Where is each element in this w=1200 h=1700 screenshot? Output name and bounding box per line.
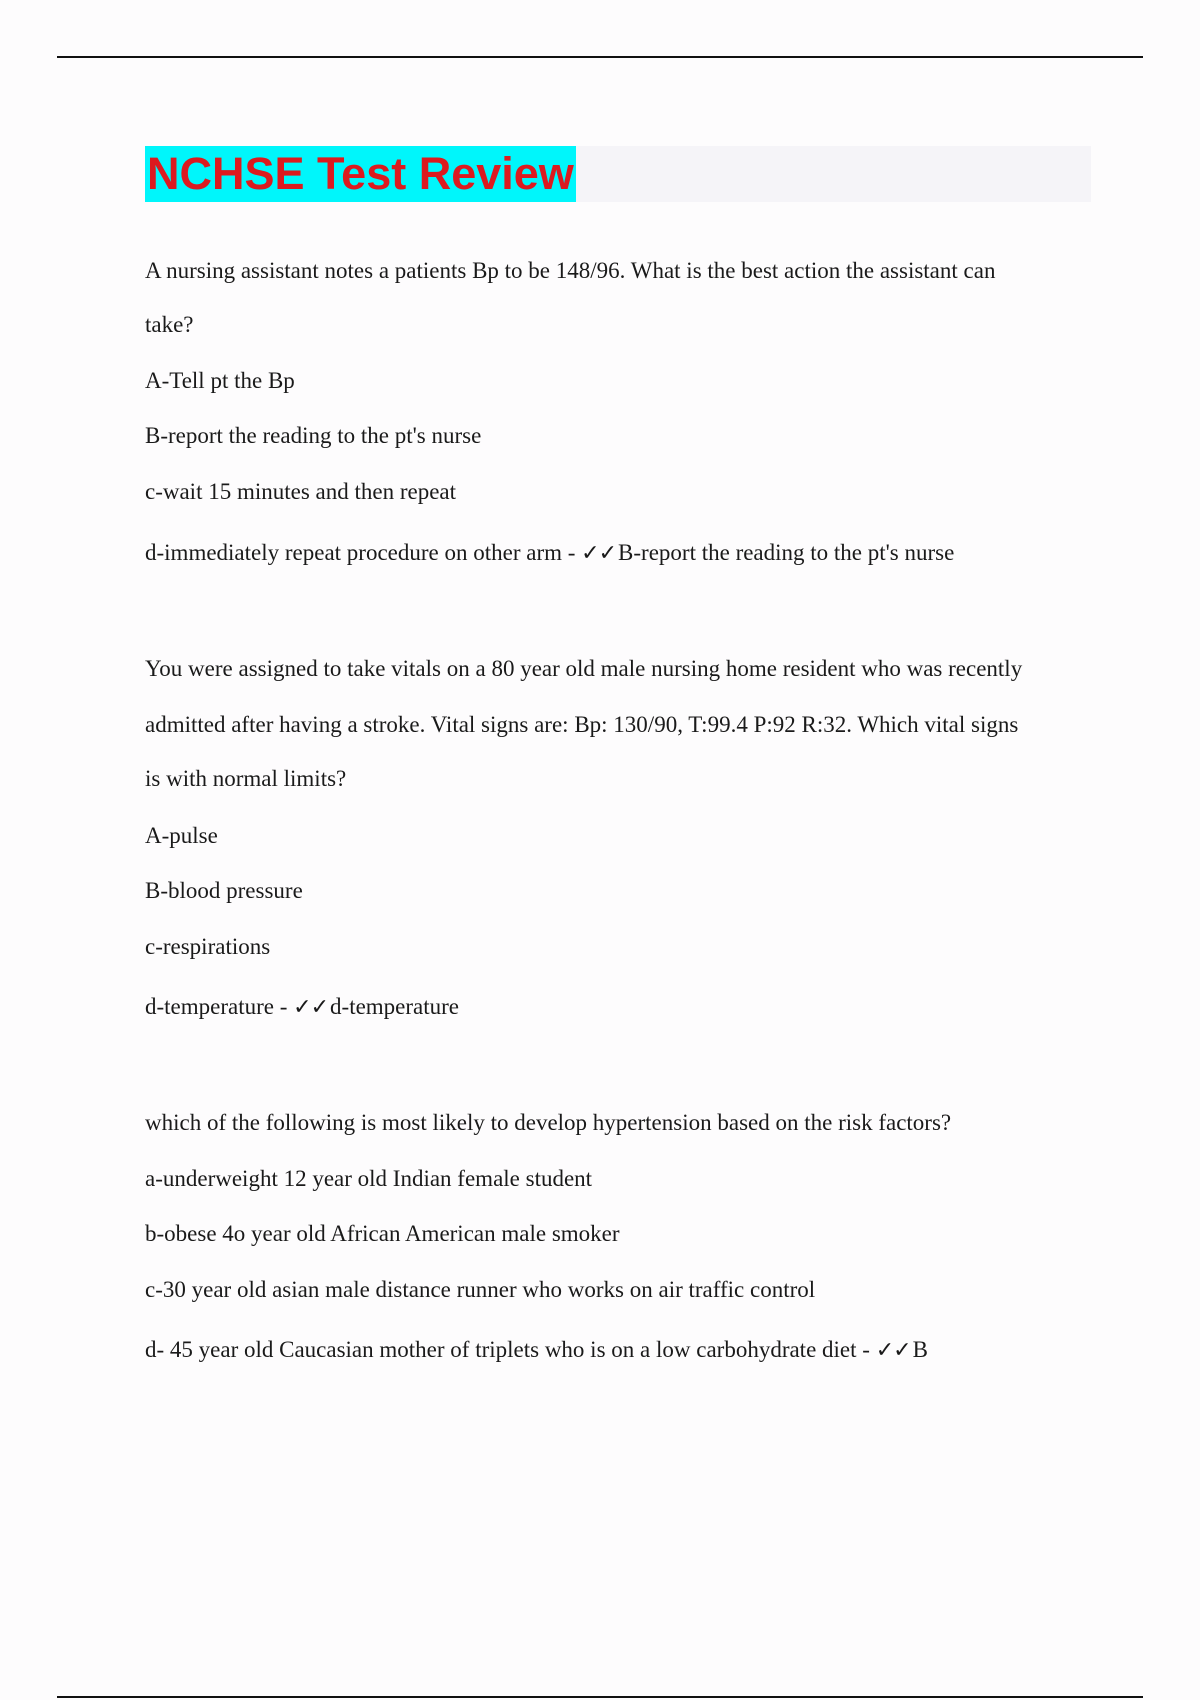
question-1-stem-line-1: A nursing assistant notes a patients Bp to be 148/96. What is the best action the assistant can	[145, 258, 996, 283]
question-2-option-d-line	[145, 993, 459, 1022]
question-1-answer: B-report the reading to the pt's nurse	[618, 540, 955, 565]
question-3-option-d: d- 45 year old Caucasian mother of triplets who is on a low carbohydrate diet -	[145, 1337, 876, 1362]
question-3-option-a: a-underweight 12 year old Indian female student	[145, 1166, 593, 1191]
question-1-stem-line-2: take?	[145, 312, 194, 337]
question-3-option-b: b-obese 4o year old African American male smoker	[145, 1221, 620, 1246]
question-2-stem-line-1: You were assigned to take vitals on a 80 year old male nursing home resident who was recently	[145, 656, 1023, 681]
question-1-option-d-line	[145, 539, 954, 568]
double-check-icon: ✓✓	[875, 1338, 911, 1363]
question-2-option-a: A-pulse	[145, 823, 218, 848]
footer-rule	[57, 1696, 1143, 1698]
question-2-stem-line-3: is with normal limits?	[145, 766, 347, 791]
question-2-option-c: c-respirations	[145, 934, 271, 959]
page-title: NCHSE Test Review	[145, 146, 576, 202]
question-2-option-d: d-temperature -	[145, 994, 294, 1019]
question-2-option-b: B-blood pressure	[145, 878, 303, 903]
question-1-option-c: c-wait 15 minutes and then repeat	[145, 479, 457, 504]
header-rule	[57, 56, 1143, 58]
question-2-stem-line-2: admitted after having a stroke. Vital signs are: Bp: 130/90, T:99.4 P:92 R:32. Which vital signs	[145, 712, 1019, 737]
question-2-answer: d-temperature	[330, 994, 460, 1019]
question-3-option-c: c-30 year old asian male distance runner who works on air traffic control	[145, 1277, 816, 1302]
question-3-stem-line-1: which of the following is most likely to develop hypertension based on the risk factors?	[145, 1110, 952, 1135]
question-3-option-d-line	[145, 1336, 928, 1365]
question-3-answer: B	[912, 1337, 928, 1362]
question-1-option-a: A-Tell pt the Bp	[145, 368, 295, 393]
question-1-option-b: B-report the reading to the pt's nurse	[145, 423, 482, 448]
question-1-option-d: d-immediately repeat procedure on other arm -	[145, 540, 582, 565]
double-check-icon: ✓✓	[293, 995, 329, 1020]
double-check-icon: ✓✓	[581, 541, 617, 566]
